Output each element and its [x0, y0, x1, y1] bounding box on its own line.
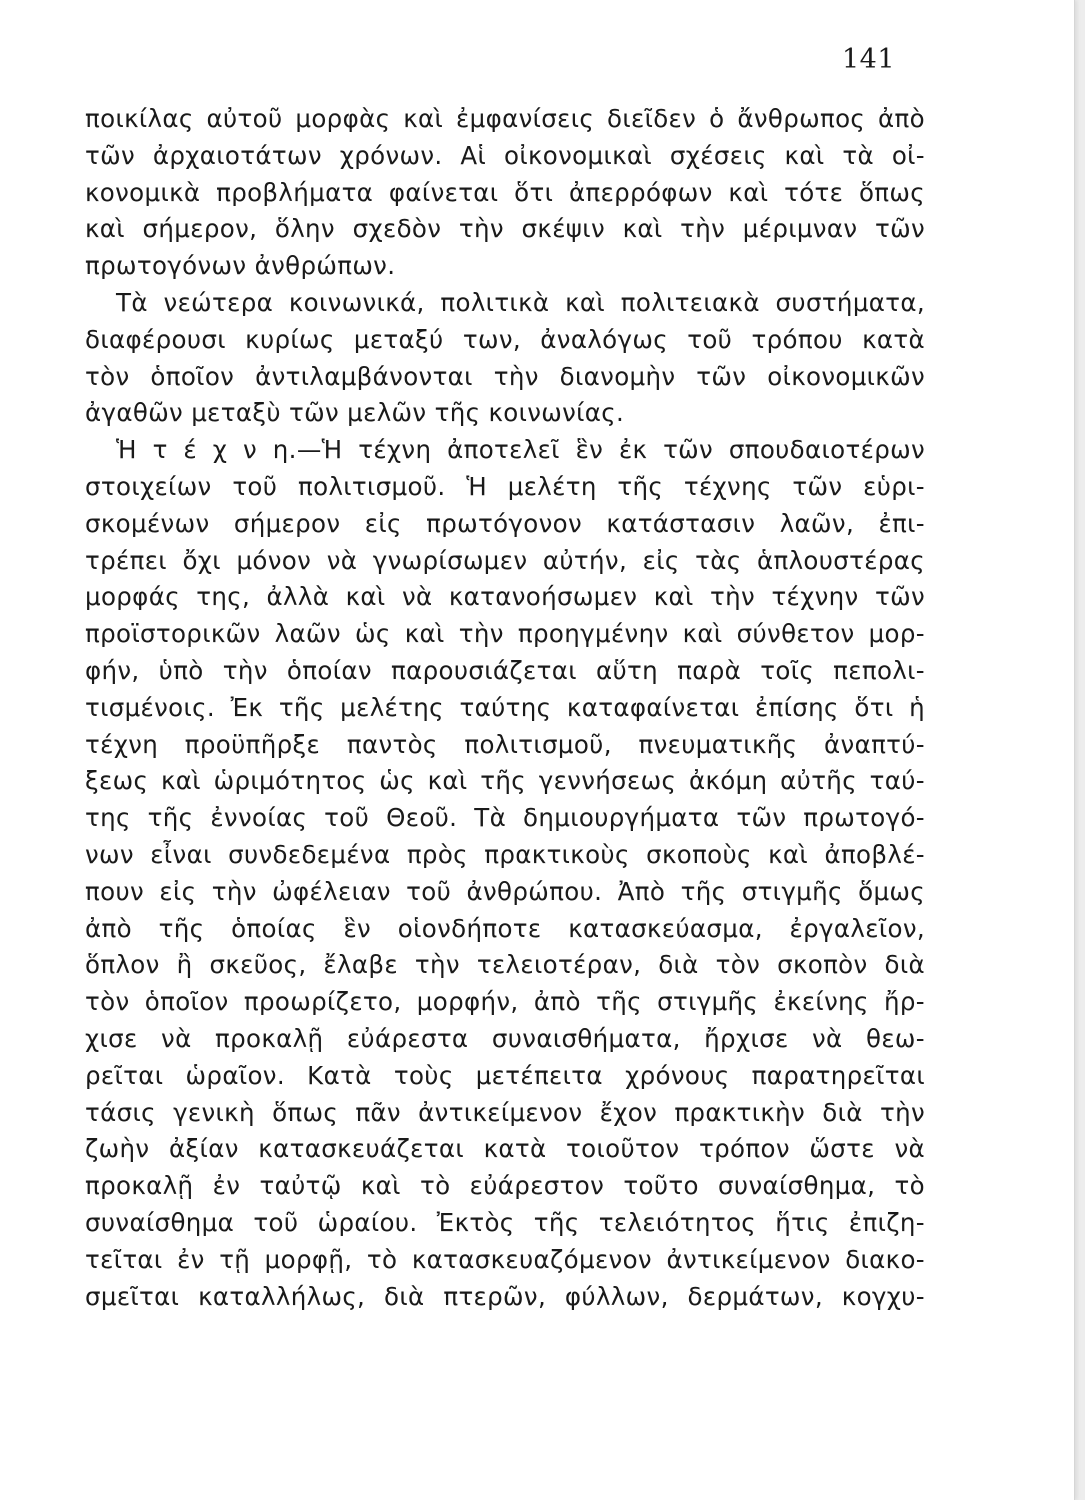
page-number: 141 — [842, 44, 896, 75]
text-line: ἀπὸ τῆς ὁποίας ἓν οἱονδήποτε κατασκεύασμα, ἐργαλεῖον, — [85, 913, 925, 943]
text-line: τάσις γενικὴ ὅπως πᾶν ἀντικείμενον ἔχον πρακτικὴν διὰ τὴν — [85, 1097, 925, 1127]
text-line: σκομένων σήμερον εἰς πρωτόγονον κατάστασιν λαῶν, ἐπι- — [85, 508, 925, 538]
text-line: πρωτογόνων ἀνθρώπων. — [85, 251, 396, 281]
text-line: κονομικὰ προβλήματα φαίνεται ὅτι ἀπερρόφων καὶ τότε ὅπως — [85, 177, 925, 207]
text-line: τὸν ὁποῖον ἀντιλαμβάνονται τὴν διανομὴν τῶν οἰκονομικῶν — [85, 361, 925, 391]
text-line: της τῆς ἐννοίας τοῦ Θεοῦ. Τὰ δημιουργήματα τῶν πρωτογό- — [85, 803, 925, 833]
text-line: ὅπλον ἢ σκεῦος, ἔλαβε τὴν τελειοτέραν, διὰ τὸν σκοπὸν διὰ — [85, 950, 925, 980]
text-line: ποικίλας αὐτοῦ μορφὰς καὶ ἐμφανίσεις διεῖδεν ὁ ἄνθρωπος ἀπὸ — [85, 104, 925, 133]
body-text — [85, 101, 925, 1315]
text-line: τεῖται ἐν τῇ μορφῇ, τὸ κατασκευαζόμενον ἀντικείμενον διακο- — [85, 1244, 925, 1274]
text-line: νων εἶναι συνδεδεμένα πρὸς πρακτικοὺς σκοποὺς καὶ ἀποβλέ- — [85, 839, 925, 869]
text-line: χισε νὰ προκαλῇ εὐάρεστα συναισθήματα, ἤρχισε νὰ θεω- — [85, 1023, 925, 1053]
text-line: τέχνη προϋπῆρξε παντὸς πολιτισμοῦ, πνευματικῆς ἀναπτύ- — [85, 729, 925, 759]
text-line: καὶ σήμερον, ὅλην σχεδὸν τὴν σκέψιν καὶ τὴν μέριμναν τῶν — [85, 214, 925, 244]
text-line: Ἡ τ έ χ ν η.—Ἡ τέχνη ἀποτελεῖ ἓν ἐκ τῶν σπουδαιοτέρων — [116, 435, 925, 465]
text-line: τρέπει ὄχι μόνον νὰ γνωρίσωμεν αὐτήν, εἰς τὰς ἁπλουστέρας — [85, 545, 925, 575]
text-line: προκαλῇ ἐν ταὐτῷ καὶ τὸ εὐάρεστον τοῦτο συναίσθημα, τὸ — [85, 1171, 925, 1201]
text-line: συναίσθημα τοῦ ὡραίου. Ἐκτὸς τῆς τελειότητος ἥτις ἐπιζη- — [85, 1207, 925, 1237]
text-line: ἀγαθῶν μεταξὺ τῶν μελῶν τῆς κοινωνίας. — [85, 398, 625, 428]
text-line: ζωὴν ἀξίαν κατασκευάζεται κατὰ τοιοῦτον τρόπον ὥστε νὰ — [85, 1134, 925, 1164]
text-line: τῶν ἀρχαιοτάτων χρόνων. Αἱ οἰκονομικαὶ σχέσεις καὶ τὰ οἰ- — [85, 140, 925, 170]
text-line: σμεῖται καταλλήλως, διὰ πτερῶν, φύλλων, δερμάτων, κογχυ- — [85, 1281, 925, 1311]
text-line: προϊστορικῶν λαῶν ὡς καὶ τὴν προηγμένην καὶ σύνθετον μορ- — [85, 619, 925, 649]
text-line: τισμένοις. Ἐκ τῆς μελέτης ταύτης καταφαίνεται ἐπίσης ὅτι ἡ — [85, 692, 925, 722]
text-line: μορφάς της, ἀλλὰ καὶ νὰ κατανοήσωμεν καὶ τὴν τέχνην τῶν — [85, 582, 925, 612]
text-line: ξεως καὶ ὡριμότητος ὡς καὶ τῆς γεννήσεως ἀκόμη αὐτῆς ταύ- — [85, 766, 925, 796]
text-line: ρεῖται ὡραῖον. Κατὰ τοὺς μετέπειτα χρόνους παρατηρεῖται — [85, 1060, 925, 1090]
text-line: διαφέρουσι κυρίως μεταξύ των, ἀναλόγως τοῦ τρόπου κατὰ — [85, 324, 925, 354]
text-line: Τὰ νεώτερα κοινωνικά, πολιτικὰ καὶ πολιτειακὰ συστήματα, — [116, 287, 925, 317]
text-line: φήν, ὑπὸ τὴν ὁποίαν παρουσιάζεται αὕτη παρὰ τοῖς πεπολι- — [85, 655, 925, 685]
text-line: τὸν ὁποῖον προωρίζετο, μορφήν, ἀπὸ τῆς στιγμῆς ἐκείνης ἤρ- — [85, 987, 925, 1017]
text-line: στοιχείων τοῦ πολιτισμοῦ. Ἡ μελέτη τῆς τέχνης τῶν εὑρι- — [85, 471, 925, 501]
text-line: πουν εἰς τὴν ὠφέλειαν τοῦ ἀνθρώπου. Ἀπὸ τῆς στιγμῆς ὅμως — [85, 876, 925, 906]
